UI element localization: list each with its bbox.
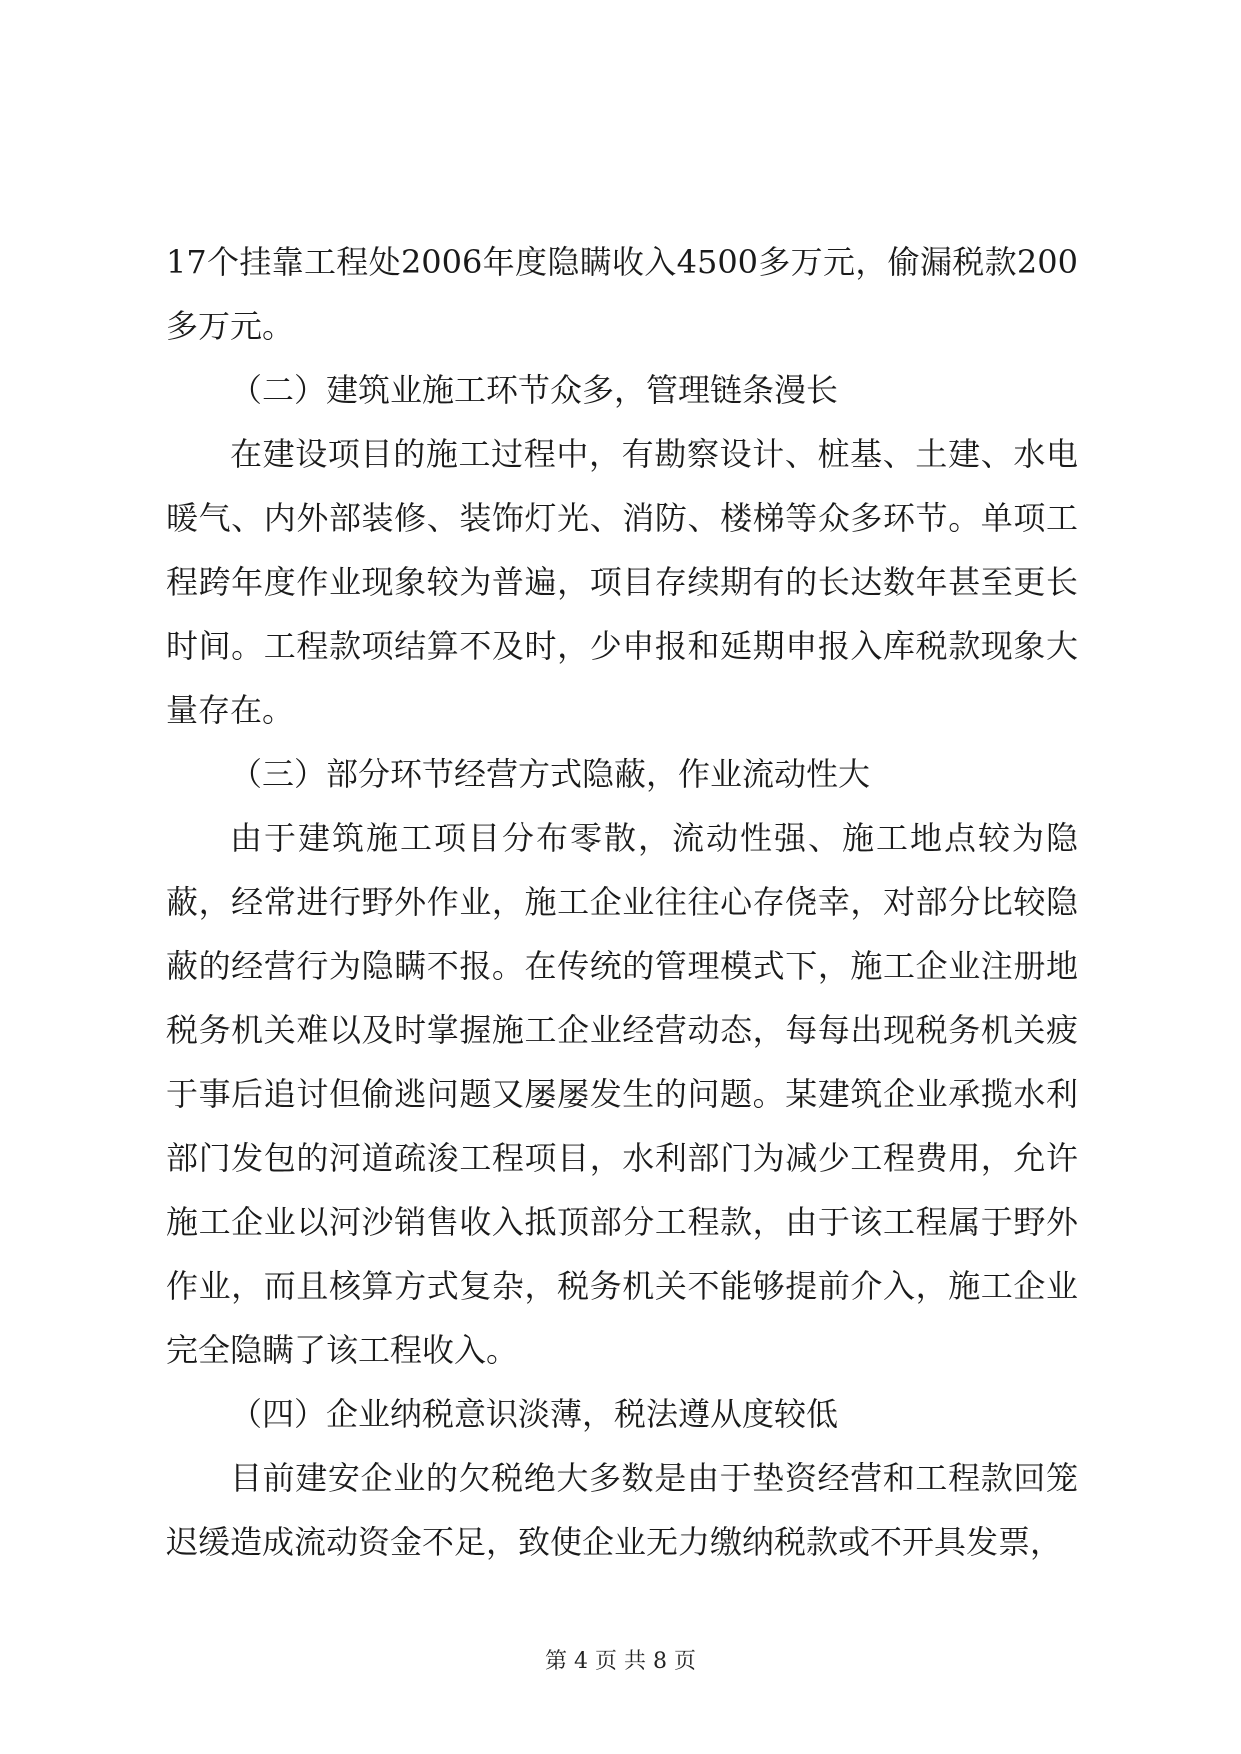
paragraph-continuation: 17个挂靠工程处2006年度隐瞒收入4500多万元，偷漏税款200多万元。	[166, 243, 1078, 345]
paragraph-hidden-operations: 由于建筑施工项目分布零散，流动性强、施工地点较为隐蔽，经常进行野外作业，施工企业往往心存侥幸，对部分比较隐蔽的经营行为隐瞒不报。在传统的管理模式下，施工企业注册地税务机关难以及时掌握施工企业经营动态，每每出现税务机关疲于事后追讨但偷逃问题又屡屡发生的问题。某建筑企业承揽水利部门发包的河道疏浚工程项目，水利部门为减少工程费用，允许施工企业以河沙销售收入抵顶部分工程款，由于该工程属于野外作业，而且核算方式复杂，税务机关不能够提前介入，施工企业完全隐瞒了该工程收入。	[166, 819, 1078, 1369]
paragraph-tax-compliance: 目前建安企业的欠税绝大多数是由于垫资经营和工程款回笼迟缓造成流动资金不足，致使企业无力缴纳税款或不开具发票，	[166, 1459, 1078, 1561]
paragraph-construction-stages: 在建设项目的施工过程中，有勘察设计、桩基、土建、水电暖气、内外部装修、装饰灯光、消防、楼梯等众多环节。单项工程跨年度作业现象较为普遍，项目存续期有的长达数年甚至更长时间。工程款项结算不及时，少申报和延期申报入库税款现象大量存在。	[166, 435, 1078, 729]
section-heading-4: （四）企业纳税意识淡薄，税法遵从度较低	[230, 1395, 839, 1433]
document-body	[166, 230, 1078, 1574]
section-heading-2: （二）建筑业施工环节众多，管理链条漫长	[230, 371, 839, 409]
page-footer: 第 4 页 共 8 页	[545, 1649, 696, 1674]
section-heading-3: （三）部分环节经营方式隐蔽，作业流动性大	[230, 755, 871, 793]
